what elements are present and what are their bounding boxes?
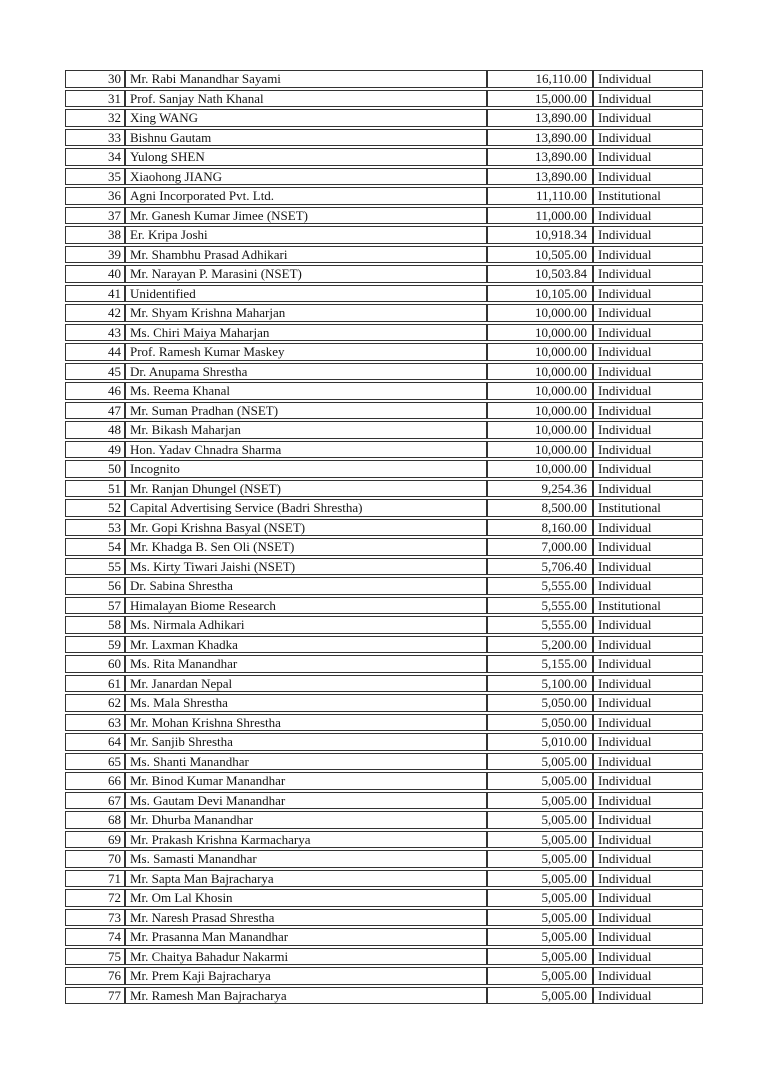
table-row: [65, 616, 703, 634]
row-index-cell: 75: [65, 948, 125, 966]
amount-cell: 5,555.00: [487, 597, 593, 615]
table-row: [65, 714, 703, 732]
donor-type-cell: Individual: [593, 90, 703, 108]
donor-name-cell: Mr. Ganesh Kumar Jimee (NSET): [125, 207, 487, 225]
row-index-cell: 59: [65, 636, 125, 654]
amount-cell: 10,000.00: [487, 460, 593, 478]
amount-cell: 10,000.00: [487, 382, 593, 400]
amount-cell: 5,010.00: [487, 733, 593, 751]
amount-cell: 5,005.00: [487, 967, 593, 985]
row-index-cell: 71: [65, 870, 125, 888]
amount-cell: 10,000.00: [487, 343, 593, 361]
amount-cell: 5,200.00: [487, 636, 593, 654]
donor-type-cell: Individual: [593, 168, 703, 186]
table-row: [65, 909, 703, 927]
donor-type-cell: Individual: [593, 480, 703, 498]
amount-cell: 5,005.00: [487, 870, 593, 888]
amount-cell: 10,000.00: [487, 441, 593, 459]
donor-name-cell: Ms. Kirty Tiwari Jaishi (NSET): [125, 558, 487, 576]
donor-type-cell: Individual: [593, 753, 703, 771]
donor-type-cell: Individual: [593, 304, 703, 322]
donor-name-cell: Ms. Samasti Manandhar: [125, 850, 487, 868]
donor-name-cell: Agni Incorporated Pvt. Ltd.: [125, 187, 487, 205]
donor-type-cell: Individual: [593, 109, 703, 127]
donor-name-cell: Mr. Janardan Nepal: [125, 675, 487, 693]
donor-type-cell: Individual: [593, 870, 703, 888]
donor-name-cell: Xiaohong JIANG: [125, 168, 487, 186]
table-row: [65, 753, 703, 771]
amount-cell: 11,110.00: [487, 187, 593, 205]
amount-cell: 13,890.00: [487, 129, 593, 147]
table-row: [65, 129, 703, 147]
table-row: [65, 109, 703, 127]
donor-name-cell: Mr. Narayan P. Marasini (NSET): [125, 265, 487, 283]
donor-type-cell: Individual: [593, 987, 703, 1005]
donor-name-cell: Mr. Binod Kumar Manandhar: [125, 772, 487, 790]
row-index-cell: 41: [65, 285, 125, 303]
donor-name-cell: Mr. Mohan Krishna Shrestha: [125, 714, 487, 732]
table-row: [65, 636, 703, 654]
amount-cell: 5,100.00: [487, 675, 593, 693]
donor-name-cell: Mr. Shyam Krishna Maharjan: [125, 304, 487, 322]
donor-name-cell: Ms. Nirmala Adhikari: [125, 616, 487, 634]
donor-name-cell: Mr. Bikash Maharjan: [125, 421, 487, 439]
donor-type-cell: Individual: [593, 792, 703, 810]
donor-name-cell: Ms. Gautam Devi Manandhar: [125, 792, 487, 810]
amount-cell: 5,005.00: [487, 850, 593, 868]
amount-cell: 5,005.00: [487, 987, 593, 1005]
row-index-cell: 68: [65, 811, 125, 829]
donor-name-cell: Dr. Sabina Shrestha: [125, 577, 487, 595]
donor-name-cell: Unidentified: [125, 285, 487, 303]
table-row: [65, 421, 703, 439]
table-row: [65, 733, 703, 751]
donor-type-cell: Individual: [593, 831, 703, 849]
donor-name-cell: Mr. Chaitya Bahadur Nakarmi: [125, 948, 487, 966]
table-row: [65, 948, 703, 966]
row-index-cell: 53: [65, 519, 125, 537]
donor-name-cell: Himalayan Biome Research: [125, 597, 487, 615]
table-row: [65, 499, 703, 517]
amount-cell: 13,890.00: [487, 148, 593, 166]
amount-cell: 5,555.00: [487, 616, 593, 634]
table-row: [65, 324, 703, 342]
amount-cell: 8,500.00: [487, 499, 593, 517]
donor-name-cell: Mr. Sapta Man Bajracharya: [125, 870, 487, 888]
amount-cell: 5,005.00: [487, 928, 593, 946]
table-row: [65, 928, 703, 946]
donor-type-cell: Individual: [593, 363, 703, 381]
donor-type-cell: Individual: [593, 207, 703, 225]
row-index-cell: 50: [65, 460, 125, 478]
table-row: [65, 694, 703, 712]
donor-name-cell: Mr. Rabi Manandhar Sayami: [125, 70, 487, 88]
donor-type-cell: Individual: [593, 655, 703, 673]
row-index-cell: 67: [65, 792, 125, 810]
row-index-cell: 44: [65, 343, 125, 361]
donor-type-cell: Individual: [593, 558, 703, 576]
table-row: [65, 207, 703, 225]
table-row: [65, 597, 703, 615]
donor-type-cell: Institutional: [593, 499, 703, 517]
donor-type-cell: Individual: [593, 70, 703, 88]
row-index-cell: 30: [65, 70, 125, 88]
row-index-cell: 65: [65, 753, 125, 771]
table-row: [65, 772, 703, 790]
row-index-cell: 72: [65, 889, 125, 907]
donor-name-cell: Hon. Yadav Chnadra Sharma: [125, 441, 487, 459]
row-index-cell: 32: [65, 109, 125, 127]
row-index-cell: 52: [65, 499, 125, 517]
row-index-cell: 55: [65, 558, 125, 576]
donor-name-cell: Ms. Shanti Manandhar: [125, 753, 487, 771]
table-row: [65, 519, 703, 537]
table-row: [65, 967, 703, 985]
amount-cell: 10,105.00: [487, 285, 593, 303]
donor-name-cell: Ms. Chiri Maiya Maharjan: [125, 324, 487, 342]
amount-cell: 8,160.00: [487, 519, 593, 537]
table-row: [65, 285, 703, 303]
amount-cell: 11,000.00: [487, 207, 593, 225]
donor-table-body: [65, 70, 703, 1004]
table-row: [65, 226, 703, 244]
amount-cell: 10,505.00: [487, 246, 593, 264]
donor-type-cell: Individual: [593, 850, 703, 868]
table-row: [65, 889, 703, 907]
table-row: [65, 811, 703, 829]
row-index-cell: 61: [65, 675, 125, 693]
donor-type-cell: Individual: [593, 265, 703, 283]
amount-cell: 13,890.00: [487, 109, 593, 127]
row-index-cell: 46: [65, 382, 125, 400]
donor-name-cell: Mr. Ranjan Dhungel (NSET): [125, 480, 487, 498]
amount-cell: 5,005.00: [487, 811, 593, 829]
donor-name-cell: Mr. Ramesh Man Bajracharya: [125, 987, 487, 1005]
donor-type-cell: Individual: [593, 811, 703, 829]
table-row: [65, 792, 703, 810]
amount-cell: 10,918.34: [487, 226, 593, 244]
donor-type-cell: Individual: [593, 909, 703, 927]
donor-name-cell: Yulong SHEN: [125, 148, 487, 166]
row-index-cell: 45: [65, 363, 125, 381]
table-row: [65, 187, 703, 205]
donor-type-cell: Individual: [593, 382, 703, 400]
table-row: [65, 265, 703, 283]
donor-type-cell: Individual: [593, 402, 703, 420]
donor-type-cell: Individual: [593, 714, 703, 732]
row-index-cell: 54: [65, 538, 125, 556]
amount-cell: 5,005.00: [487, 909, 593, 927]
donor-name-cell: Ms. Reema Khanal: [125, 382, 487, 400]
amount-cell: 5,005.00: [487, 831, 593, 849]
table-row: [65, 363, 703, 381]
amount-cell: 10,000.00: [487, 402, 593, 420]
donor-name-cell: Mr. Sanjib Shrestha: [125, 733, 487, 751]
amount-cell: 10,000.00: [487, 304, 593, 322]
donor-type-cell: Individual: [593, 519, 703, 537]
amount-cell: 9,254.36: [487, 480, 593, 498]
table-row: [65, 480, 703, 498]
donor-type-cell: Individual: [593, 733, 703, 751]
row-index-cell: 49: [65, 441, 125, 459]
table-row: [65, 870, 703, 888]
donor-type-cell: Individual: [593, 675, 703, 693]
donor-type-cell: Individual: [593, 226, 703, 244]
table-row: [65, 538, 703, 556]
table-row: [65, 382, 703, 400]
row-index-cell: 38: [65, 226, 125, 244]
row-index-cell: 76: [65, 967, 125, 985]
donor-type-cell: Individual: [593, 772, 703, 790]
row-index-cell: 34: [65, 148, 125, 166]
table-row: [65, 246, 703, 264]
table-row: [65, 402, 703, 420]
row-index-cell: 36: [65, 187, 125, 205]
donor-type-cell: Individual: [593, 928, 703, 946]
donor-type-cell: Individual: [593, 967, 703, 985]
donor-type-cell: Institutional: [593, 187, 703, 205]
amount-cell: 5,005.00: [487, 753, 593, 771]
table-row: [65, 441, 703, 459]
amount-cell: 5,005.00: [487, 948, 593, 966]
amount-cell: 5,005.00: [487, 889, 593, 907]
donor-name-cell: Incognito: [125, 460, 487, 478]
table-row: [65, 831, 703, 849]
donor-type-cell: Individual: [593, 441, 703, 459]
row-index-cell: 48: [65, 421, 125, 439]
donor-name-cell: Ms. Rita Manandhar: [125, 655, 487, 673]
donor-type-cell: Individual: [593, 948, 703, 966]
donor-type-cell: Individual: [593, 460, 703, 478]
donor-type-cell: Individual: [593, 636, 703, 654]
donor-name-cell: Prof. Sanjay Nath Khanal: [125, 90, 487, 108]
amount-cell: 5,155.00: [487, 655, 593, 673]
row-index-cell: 33: [65, 129, 125, 147]
row-index-cell: 56: [65, 577, 125, 595]
amount-cell: 5,706.40: [487, 558, 593, 576]
row-index-cell: 74: [65, 928, 125, 946]
table-row: [65, 987, 703, 1005]
amount-cell: 10,000.00: [487, 421, 593, 439]
row-index-cell: 77: [65, 987, 125, 1005]
table-row: [65, 168, 703, 186]
donor-type-cell: Institutional: [593, 597, 703, 615]
donor-name-cell: Mr. Prasanna Man Manandhar: [125, 928, 487, 946]
row-index-cell: 35: [65, 168, 125, 186]
table-row: [65, 558, 703, 576]
row-index-cell: 57: [65, 597, 125, 615]
amount-cell: 7,000.00: [487, 538, 593, 556]
table-row: [65, 460, 703, 478]
donor-name-cell: Mr. Gopi Krishna Basyal (NSET): [125, 519, 487, 537]
table-row: [65, 577, 703, 595]
row-index-cell: 51: [65, 480, 125, 498]
donor-name-cell: Mr. Prakash Krishna Karmacharya: [125, 831, 487, 849]
row-index-cell: 62: [65, 694, 125, 712]
donor-name-cell: Mr. Laxman Khadka: [125, 636, 487, 654]
amount-cell: 5,050.00: [487, 714, 593, 732]
donor-type-cell: Individual: [593, 343, 703, 361]
table-row: [65, 70, 703, 88]
donor-name-cell: Mr. Dhurba Manandhar: [125, 811, 487, 829]
donor-type-cell: Individual: [593, 285, 703, 303]
donor-name-cell: Mr. Prem Kaji Bajracharya: [125, 967, 487, 985]
donor-name-cell: Capital Advertising Service (Badri Shrestha): [125, 499, 487, 517]
row-index-cell: 69: [65, 831, 125, 849]
row-index-cell: 40: [65, 265, 125, 283]
donor-type-cell: Individual: [593, 694, 703, 712]
donor-name-cell: Mr. Shambhu Prasad Adhikari: [125, 246, 487, 264]
row-index-cell: 42: [65, 304, 125, 322]
row-index-cell: 73: [65, 909, 125, 927]
donor-name-cell: Mr. Naresh Prasad Shrestha: [125, 909, 487, 927]
amount-cell: 13,890.00: [487, 168, 593, 186]
row-index-cell: 58: [65, 616, 125, 634]
donor-name-cell: Mr. Suman Pradhan (NSET): [125, 402, 487, 420]
table-row: [65, 304, 703, 322]
donor-name-cell: Prof. Ramesh Kumar Maskey: [125, 343, 487, 361]
table-row: [65, 90, 703, 108]
amount-cell: 5,050.00: [487, 694, 593, 712]
table-row: [65, 343, 703, 361]
row-index-cell: 70: [65, 850, 125, 868]
donor-type-cell: Individual: [593, 421, 703, 439]
table-row: [65, 655, 703, 673]
table-row: [65, 148, 703, 166]
amount-cell: 16,110.00: [487, 70, 593, 88]
row-index-cell: 47: [65, 402, 125, 420]
donor-name-cell: Dr. Anupama Shrestha: [125, 363, 487, 381]
row-index-cell: 39: [65, 246, 125, 264]
donor-table: [65, 68, 703, 1006]
donor-type-cell: Individual: [593, 246, 703, 264]
amount-cell: 15,000.00: [487, 90, 593, 108]
donor-name-cell: Bishnu Gautam: [125, 129, 487, 147]
amount-cell: 5,555.00: [487, 577, 593, 595]
donor-type-cell: Individual: [593, 129, 703, 147]
donor-name-cell: Xing WANG: [125, 109, 487, 127]
donor-type-cell: Individual: [593, 577, 703, 595]
row-index-cell: 43: [65, 324, 125, 342]
donor-type-cell: Individual: [593, 324, 703, 342]
donor-name-cell: Mr. Om Lal Khosin: [125, 889, 487, 907]
amount-cell: 10,503.84: [487, 265, 593, 283]
row-index-cell: 31: [65, 90, 125, 108]
donor-type-cell: Individual: [593, 889, 703, 907]
donor-name-cell: Mr. Khadga B. Sen Oli (NSET): [125, 538, 487, 556]
row-index-cell: 63: [65, 714, 125, 732]
amount-cell: 10,000.00: [487, 363, 593, 381]
donor-type-cell: Individual: [593, 616, 703, 634]
table-row: [65, 675, 703, 693]
row-index-cell: 60: [65, 655, 125, 673]
donor-name-cell: Er. Kripa Joshi: [125, 226, 487, 244]
amount-cell: 5,005.00: [487, 772, 593, 790]
donor-type-cell: Individual: [593, 538, 703, 556]
row-index-cell: 66: [65, 772, 125, 790]
amount-cell: 10,000.00: [487, 324, 593, 342]
row-index-cell: 64: [65, 733, 125, 751]
row-index-cell: 37: [65, 207, 125, 225]
donor-name-cell: Ms. Mala Shrestha: [125, 694, 487, 712]
table-row: [65, 850, 703, 868]
amount-cell: 5,005.00: [487, 792, 593, 810]
donor-type-cell: Individual: [593, 148, 703, 166]
